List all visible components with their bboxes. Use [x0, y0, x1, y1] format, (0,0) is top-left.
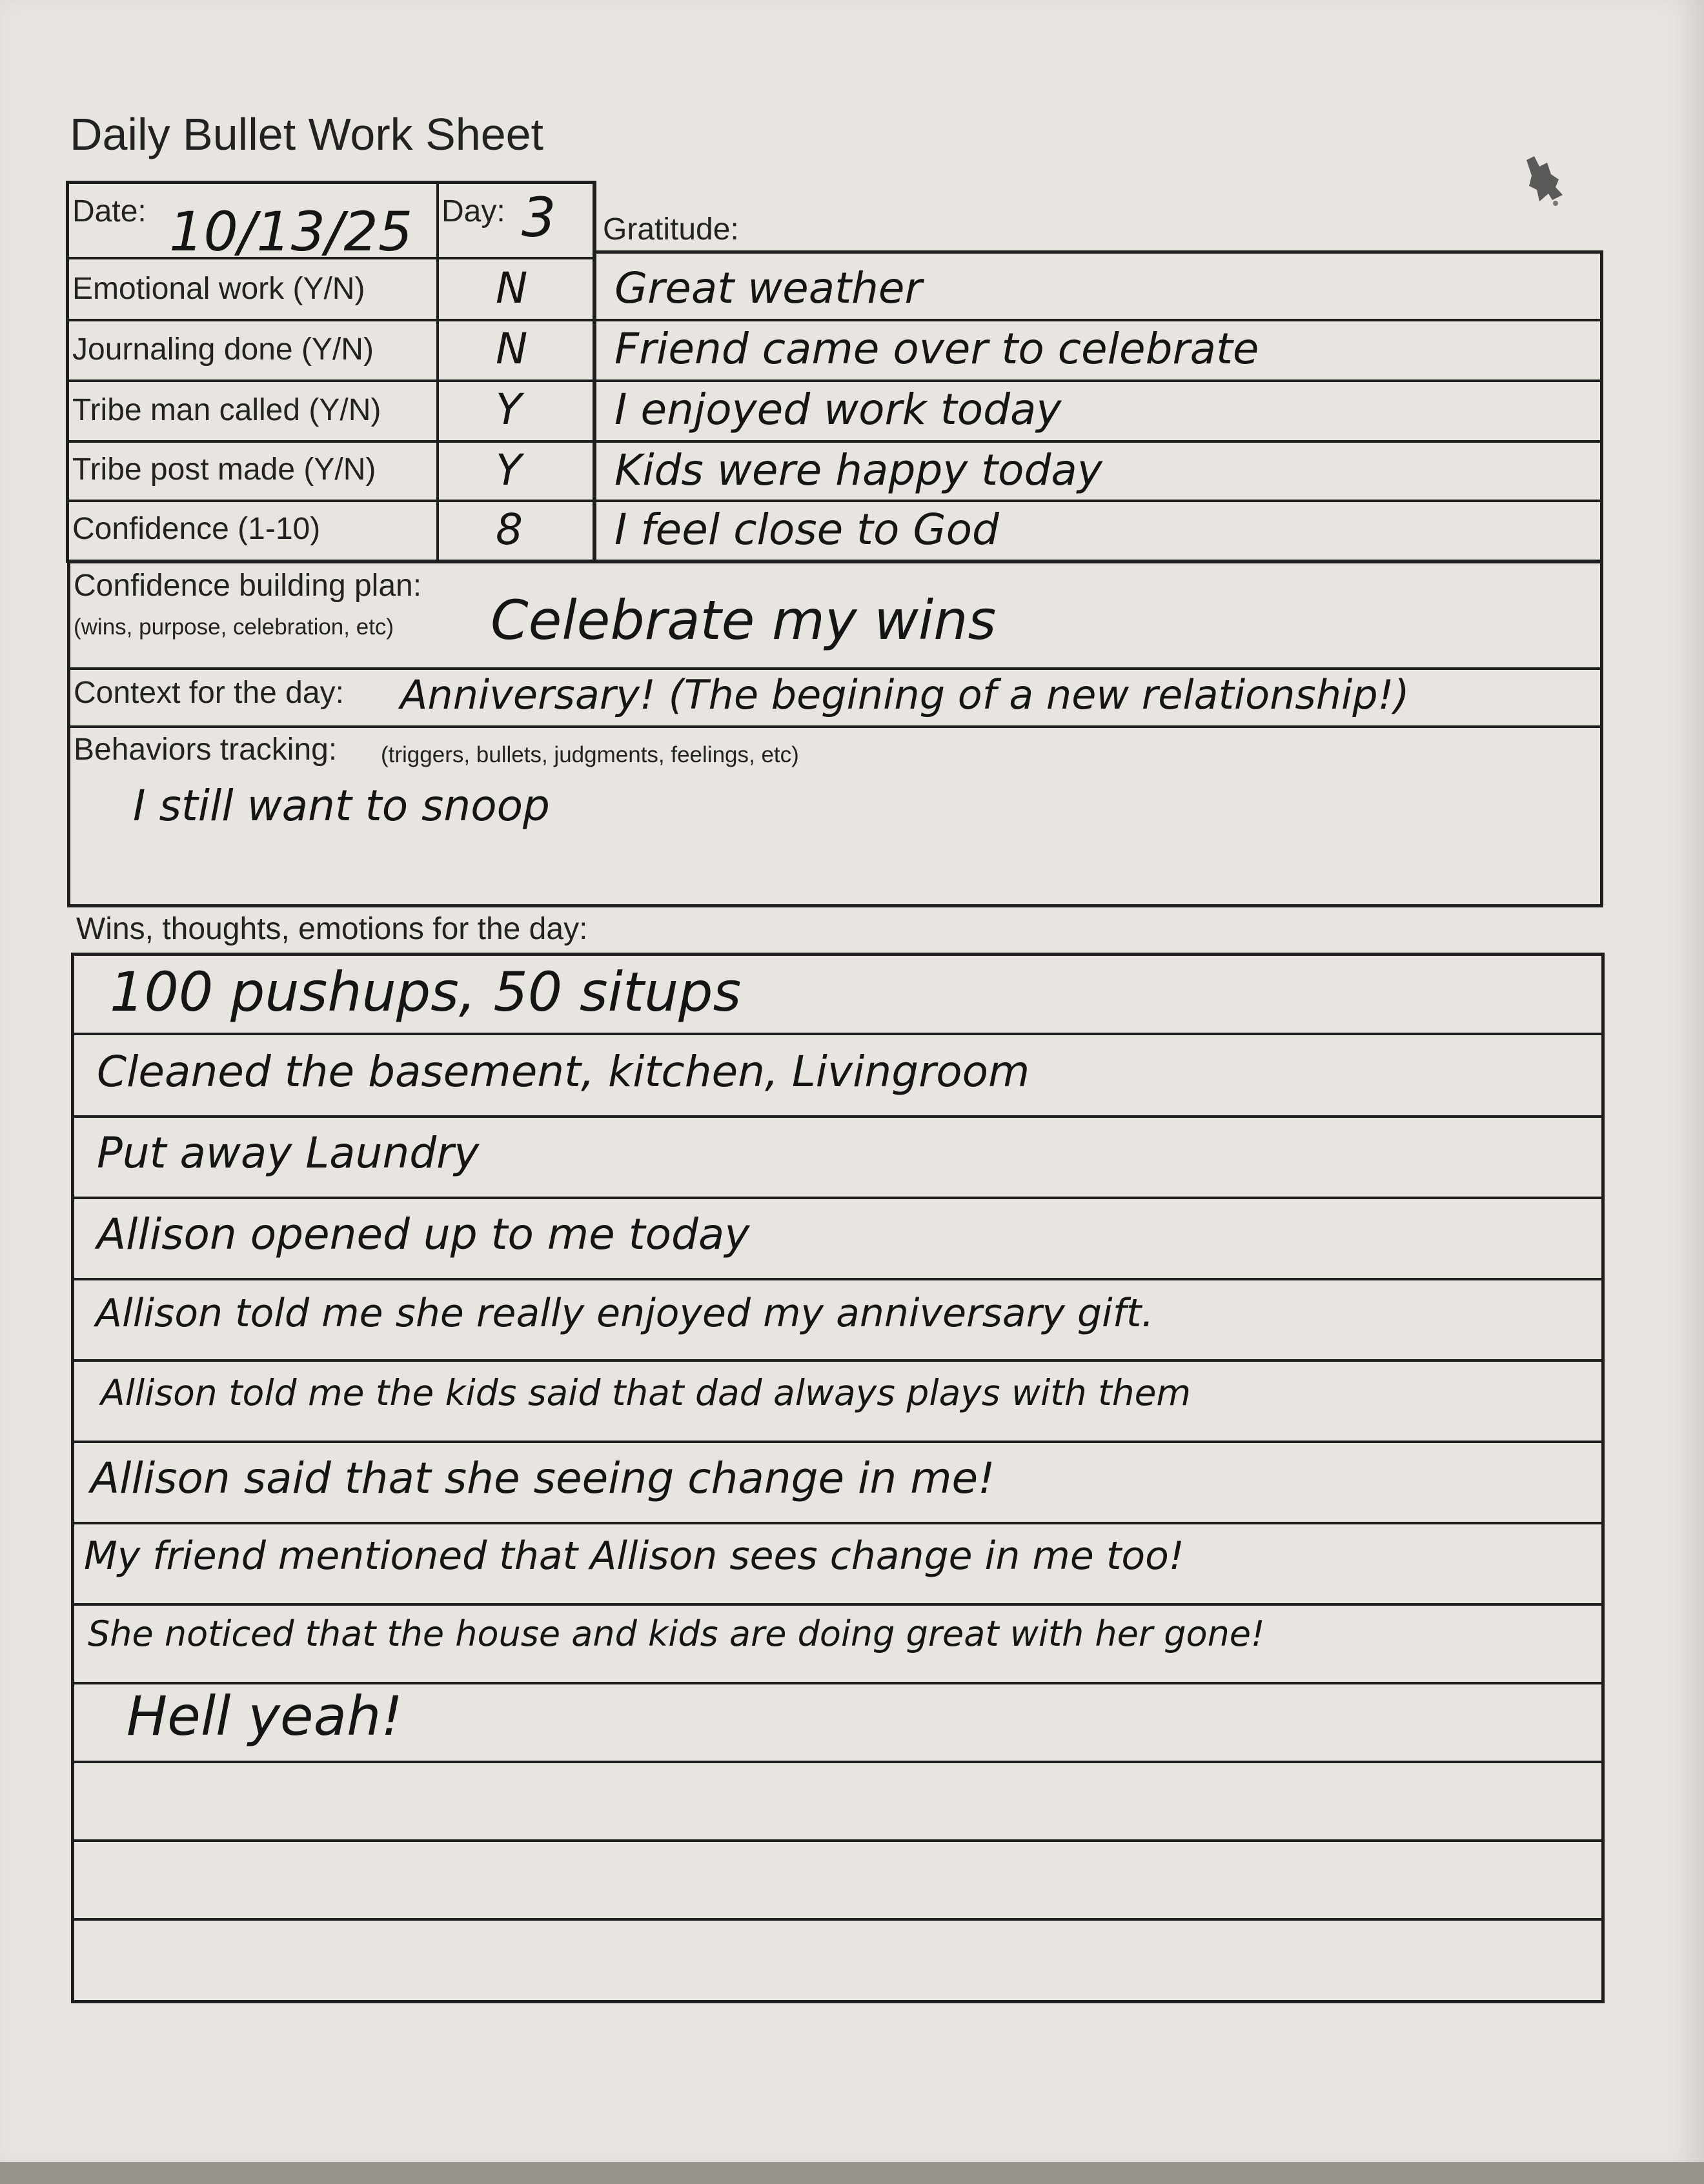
- gratitude-label: Gratitude:: [603, 212, 739, 247]
- wins-line: [72, 1278, 1603, 1280]
- ink-smudge: [1520, 155, 1565, 210]
- row-divider: [67, 440, 595, 443]
- gratitude-entry: I enjoyed work today: [614, 385, 1062, 434]
- context-label: Context for the day:: [74, 676, 344, 710]
- row-divider: [68, 667, 1602, 670]
- wins-entry: Cleaned the basement, kitchen, Livingroom: [97, 1047, 1030, 1097]
- wins-line: [72, 1603, 1603, 1606]
- day-label: Day:: [441, 194, 505, 228]
- gratitude-line: [594, 440, 1602, 443]
- checklist-label-tribe-man-called: Tribe man called (Y/N): [72, 393, 381, 427]
- wins-entry: My friend mentioned that Allison sees change in me too!: [84, 1533, 1184, 1579]
- wins-entry: Hell yeah!: [127, 1684, 403, 1748]
- wins-line: [72, 1839, 1603, 1842]
- table-surface: [0, 2162, 1704, 2184]
- checklist-value-confidence: 8: [496, 505, 523, 554]
- behaviors-value: I still want to snoop: [133, 781, 550, 831]
- checklist-label-emotional-work: Emotional work (Y/N): [72, 272, 365, 306]
- checklist-value-journaling: N: [496, 324, 528, 374]
- day-value: 3: [522, 186, 556, 249]
- checklist-value-tribe-man-called: Y: [496, 385, 522, 434]
- checklist-label-tribe-post-made: Tribe post made (Y/N): [72, 452, 376, 487]
- wins-line: [72, 1115, 1603, 1118]
- row-divider: [67, 319, 595, 321]
- wins-line: [72, 1033, 1603, 1035]
- date-value: 10/13/25: [169, 200, 413, 263]
- checklist-value-tribe-post-made: Y: [496, 445, 522, 495]
- wins-line: [72, 1441, 1603, 1443]
- gratitude-entry: I feel close to God: [614, 505, 999, 554]
- gratitude-entry: Friend came over to celebrate: [614, 324, 1259, 374]
- wins-line: [72, 1197, 1603, 1199]
- checklist-label-journaling: Journaling done (Y/N): [72, 332, 374, 367]
- row-divider: [68, 725, 1602, 728]
- checklist-label-confidence: Confidence (1-10): [72, 512, 321, 546]
- wins-entry: Allison opened up to me today: [97, 1209, 750, 1259]
- context-value: Anniversary! (The begining of a new relationship!): [400, 671, 1410, 718]
- wins-label: Wins, thoughts, emotions for the day:: [76, 912, 588, 946]
- behaviors-sublabel: (triggers, bullets, judgments, feelings, etc): [381, 742, 799, 767]
- confidence-plan-label: Confidence building plan:: [74, 569, 422, 603]
- behaviors-label: Behaviors tracking:: [74, 733, 338, 767]
- gratitude-entry: Great weather: [614, 263, 922, 313]
- column-divider-1: [436, 182, 439, 561]
- gratitude-line: [594, 500, 1602, 502]
- date-label: Date:: [72, 194, 147, 228]
- gratitude-line: [594, 379, 1602, 382]
- row-divider: [67, 500, 595, 502]
- wins-line: [72, 1761, 1603, 1763]
- wins-entry: Allison told me she really enjoyed my anniversary gift.: [96, 1291, 1154, 1336]
- wins-entry: 100 pushups, 50 situps: [110, 960, 742, 1024]
- row-divider: [67, 379, 595, 382]
- wins-entry: Allison told me the kids said that dad always plays with them: [101, 1372, 1191, 1413]
- wins-entry: She noticed that the house and kids are doing great with her gone!: [88, 1613, 1265, 1654]
- page-title: Daily Bullet Work Sheet: [70, 109, 544, 159]
- wins-entry: Allison said that she seeing change in me!: [90, 1453, 995, 1503]
- wins-entry: Put away Laundry: [97, 1128, 480, 1178]
- confidence-plan-value: Celebrate my wins: [491, 589, 997, 652]
- wins-line: [72, 1918, 1603, 1921]
- wins-line: [72, 1359, 1603, 1362]
- confidence-plan-sublabel: (wins, purpose, celebration, etc): [74, 614, 394, 640]
- gratitude-entry: Kids were happy today: [614, 445, 1102, 495]
- gratitude-line: [594, 319, 1602, 321]
- wins-line: [72, 1522, 1603, 1524]
- checklist-value-emotional-work: N: [496, 263, 528, 313]
